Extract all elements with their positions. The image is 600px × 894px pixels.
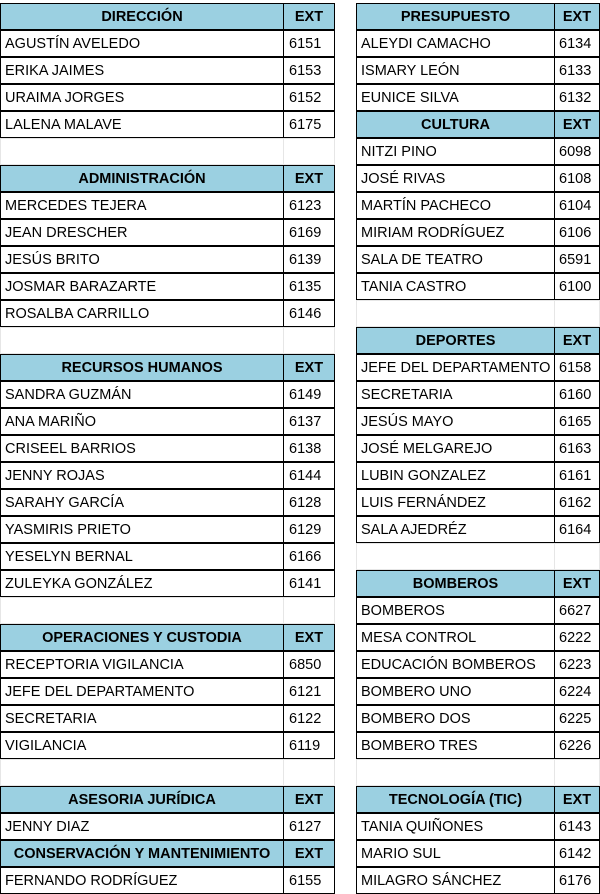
table-row — [356, 84, 600, 111]
table-row — [356, 462, 600, 489]
empty-row — [0, 327, 336, 354]
extension-number: 6222 — [554, 624, 600, 651]
contact-name: AGUSTÍN AVELEDO — [0, 30, 284, 57]
extension-number: 6161 — [554, 462, 600, 489]
contact-name: SECRETARIA — [0, 705, 284, 732]
extension-number: 6151 — [283, 30, 335, 57]
extension-number: 6591 — [554, 246, 600, 273]
extension-number: 6139 — [283, 246, 335, 273]
extension-number: 6134 — [554, 30, 600, 57]
extension-number: 6160 — [554, 381, 600, 408]
table-row — [0, 219, 336, 246]
empty-cell — [356, 759, 555, 786]
ext-column-header: EXT — [554, 786, 600, 813]
section-header — [356, 327, 600, 354]
section-header — [0, 624, 336, 651]
section-deportes — [356, 327, 600, 570]
contact-name: MESA CONTROL — [356, 624, 555, 651]
contact-name: SALA AJEDRÉZ — [356, 516, 555, 543]
empty-row — [356, 759, 600, 786]
table-row — [356, 597, 600, 624]
extension-number: 6165 — [554, 408, 600, 435]
section-header — [0, 165, 336, 192]
empty-cell — [356, 543, 555, 570]
extension-number: 6137 — [283, 408, 335, 435]
ext-column-header: EXT — [554, 3, 600, 30]
section-conservacion — [0, 840, 336, 894]
contact-name: JOSÉ RIVAS — [356, 165, 555, 192]
right-column — [356, 3, 600, 894]
empty-row — [0, 597, 336, 624]
empty-cell — [0, 138, 284, 165]
extension-number: 6146 — [283, 300, 335, 327]
contact-name: LALENA MALAVE — [0, 111, 284, 138]
contact-name: BOMBERO DOS — [356, 705, 555, 732]
table-row — [0, 381, 336, 408]
extension-number: 6155 — [283, 867, 335, 894]
contact-name: TANIA CASTRO — [356, 273, 555, 300]
section-presupuesto — [356, 3, 600, 111]
extension-number: 6176 — [554, 867, 600, 894]
section-title: DEPORTES — [356, 327, 555, 354]
table-row — [356, 30, 600, 57]
extension-number: 6152 — [283, 84, 335, 111]
table-row — [356, 489, 600, 516]
table-row — [356, 840, 600, 867]
table-row — [0, 813, 336, 840]
contact-name: ERIKA JAIMES — [0, 57, 284, 84]
section-header — [0, 354, 336, 381]
ext-column-header: EXT — [283, 786, 335, 813]
contact-name: ISMARY LEÓN — [356, 57, 555, 84]
contact-name: URAIMA JORGES — [0, 84, 284, 111]
contact-name: ANA MARIÑO — [0, 408, 284, 435]
extension-number: 6627 — [554, 597, 600, 624]
section-header — [356, 111, 600, 138]
table-row — [0, 435, 336, 462]
contact-name: YESELYN BERNAL — [0, 543, 284, 570]
extension-number: 6149 — [283, 381, 335, 408]
section-administracion — [0, 165, 336, 354]
section-bomberos — [356, 570, 600, 786]
table-row — [0, 732, 336, 759]
contact-name: JOSÉ MELGAREJO — [356, 435, 555, 462]
table-row — [0, 57, 336, 84]
empty-cell — [0, 327, 284, 354]
ext-column-header: EXT — [554, 570, 600, 597]
section-cultura — [356, 111, 600, 327]
contact-name: MARIO SUL — [356, 840, 555, 867]
contact-name: ZULEYKA GONZÁLEZ — [0, 570, 284, 597]
contact-name: BOMBEROS — [356, 597, 555, 624]
table-row — [356, 516, 600, 543]
empty-row — [356, 543, 600, 570]
contact-name: JOSMAR BARAZARTE — [0, 273, 284, 300]
table-row — [356, 219, 600, 246]
extension-number: 6122 — [283, 705, 335, 732]
table-row — [356, 192, 600, 219]
extension-number: 6158 — [554, 354, 600, 381]
table-row — [356, 165, 600, 192]
section-asesoria — [0, 786, 336, 840]
section-header — [0, 840, 336, 867]
section-title: CULTURA — [356, 111, 555, 138]
extension-number: 6166 — [283, 543, 335, 570]
extension-number: 6169 — [283, 219, 335, 246]
empty-cell — [0, 597, 284, 624]
ext-column-header: EXT — [283, 840, 335, 867]
contact-name: ALEYDI CAMACHO — [356, 30, 555, 57]
section-title: ASESORIA JURÍDICA — [0, 786, 284, 813]
empty-cell — [0, 759, 284, 786]
section-title: CONSERVACIÓN Y MANTENIMIENTO — [0, 840, 284, 867]
section-title: TECNOLOGÍA (TIC) — [356, 786, 555, 813]
contact-name: JEFE DEL DEPARTAMENTO — [0, 678, 284, 705]
contact-name: RECEPTORIA VIGILANCIA — [0, 651, 284, 678]
contact-name: JEAN DRESCHER — [0, 219, 284, 246]
section-header — [0, 3, 336, 30]
contact-name: BOMBERO UNO — [356, 678, 555, 705]
extension-number: 6224 — [554, 678, 600, 705]
empty-cell — [356, 300, 555, 327]
extension-number: 6223 — [554, 651, 600, 678]
contact-name: YASMIRIS PRIETO — [0, 516, 284, 543]
table-row — [0, 111, 336, 138]
table-row — [0, 462, 336, 489]
empty-cell — [554, 543, 600, 570]
contact-name: JENNY DIAZ — [0, 813, 284, 840]
left-column — [0, 3, 336, 894]
empty-cell — [283, 759, 335, 786]
extension-number: 6129 — [283, 516, 335, 543]
contact-name: BOMBERO TRES — [356, 732, 555, 759]
table-row — [356, 867, 600, 894]
contact-name: SECRETARIA — [356, 381, 555, 408]
contact-name: FERNANDO RODRÍGUEZ — [0, 867, 284, 894]
extension-number: 6119 — [283, 732, 335, 759]
table-row — [0, 543, 336, 570]
extension-number: 6141 — [283, 570, 335, 597]
contact-name: ROSALBA CARRILLO — [0, 300, 284, 327]
section-recursos-humanos — [0, 354, 336, 624]
contact-name: EUNICE SILVA — [356, 84, 555, 111]
extension-number: 6153 — [283, 57, 335, 84]
empty-cell — [554, 759, 600, 786]
extension-number: 6106 — [554, 219, 600, 246]
ext-column-header: EXT — [554, 111, 600, 138]
table-row — [0, 651, 336, 678]
table-row — [0, 867, 336, 894]
contact-name: JEFE DEL DEPARTAMENTO — [356, 354, 555, 381]
section-header — [0, 786, 336, 813]
table-row — [0, 300, 336, 327]
table-row — [356, 408, 600, 435]
extension-number: 6133 — [554, 57, 600, 84]
extension-number: 6164 — [554, 516, 600, 543]
contact-name: SANDRA GUZMÁN — [0, 381, 284, 408]
ext-column-header: EXT — [283, 624, 335, 651]
extension-number: 6121 — [283, 678, 335, 705]
extension-number: 6142 — [554, 840, 600, 867]
empty-cell — [283, 327, 335, 354]
table-row — [356, 678, 600, 705]
table-row — [0, 489, 336, 516]
contact-name: MARTÍN PACHECO — [356, 192, 555, 219]
section-title: ADMINISTRACIÓN — [0, 165, 284, 192]
extension-number: 6135 — [283, 273, 335, 300]
extension-number: 6225 — [554, 705, 600, 732]
table-row — [0, 273, 336, 300]
extension-number: 6104 — [554, 192, 600, 219]
contact-name: CRISEEL BARRIOS — [0, 435, 284, 462]
extension-number: 6127 — [283, 813, 335, 840]
contact-name: MILAGRO SÁNCHEZ — [356, 867, 555, 894]
contact-name: EDUCACIÓN BOMBEROS — [356, 651, 555, 678]
contact-name: JESÚS BRITO — [0, 246, 284, 273]
empty-cell — [283, 138, 335, 165]
contact-name: LUIS FERNÁNDEZ — [356, 489, 555, 516]
table-row — [356, 246, 600, 273]
empty-cell — [554, 300, 600, 327]
empty-row — [356, 300, 600, 327]
empty-row — [0, 138, 336, 165]
section-operaciones — [0, 624, 336, 786]
table-row — [0, 516, 336, 543]
table-row — [0, 84, 336, 111]
section-title: OPERACIONES Y CUSTODIA — [0, 624, 284, 651]
section-header — [356, 786, 600, 813]
extension-number: 6850 — [283, 651, 335, 678]
extension-number: 6162 — [554, 489, 600, 516]
table-row — [356, 732, 600, 759]
table-row — [0, 678, 336, 705]
table-row — [356, 57, 600, 84]
table-row — [0, 408, 336, 435]
contact-name: JENNY ROJAS — [0, 462, 284, 489]
ext-column-header: EXT — [283, 354, 335, 381]
extension-number: 6128 — [283, 489, 335, 516]
section-title: RECURSOS HUMANOS — [0, 354, 284, 381]
table-row — [0, 570, 336, 597]
extension-number: 6132 — [554, 84, 600, 111]
section-tecnologia — [356, 786, 600, 894]
table-row — [0, 192, 336, 219]
section-title: BOMBEROS — [356, 570, 555, 597]
extension-number: 6226 — [554, 732, 600, 759]
extension-number: 6138 — [283, 435, 335, 462]
contact-name: VIGILANCIA — [0, 732, 284, 759]
table-row — [356, 813, 600, 840]
empty-row — [0, 759, 336, 786]
extension-number: 6144 — [283, 462, 335, 489]
extension-number: 6108 — [554, 165, 600, 192]
table-row — [356, 435, 600, 462]
empty-cell — [283, 597, 335, 624]
extension-number: 6098 — [554, 138, 600, 165]
table-row — [356, 273, 600, 300]
table-row — [356, 705, 600, 732]
section-header — [356, 3, 600, 30]
section-direccion — [0, 3, 336, 165]
contact-name: SARAHY GARCÍA — [0, 489, 284, 516]
extension-number: 6143 — [554, 813, 600, 840]
table-row — [356, 381, 600, 408]
extension-number: 6175 — [283, 111, 335, 138]
section-header — [356, 570, 600, 597]
section-title: DIRECCIÓN — [0, 3, 284, 30]
contact-name: NITZI PINO — [356, 138, 555, 165]
contact-name: MERCEDES TEJERA — [0, 192, 284, 219]
section-title: PRESUPUESTO — [356, 3, 555, 30]
contact-name: MIRIAM RODRÍGUEZ — [356, 219, 555, 246]
table-row — [0, 246, 336, 273]
extension-number: 6163 — [554, 435, 600, 462]
contact-name: JESÚS MAYO — [356, 408, 555, 435]
ext-column-header: EXT — [554, 327, 600, 354]
table-row — [356, 138, 600, 165]
table-row — [356, 651, 600, 678]
extension-number: 6100 — [554, 273, 600, 300]
table-row — [356, 354, 600, 381]
table-row — [0, 705, 336, 732]
table-row — [0, 30, 336, 57]
contact-name: TANIA QUIÑONES — [356, 813, 555, 840]
ext-column-header: EXT — [283, 3, 335, 30]
ext-column-header: EXT — [283, 165, 335, 192]
table-row — [356, 624, 600, 651]
extension-number: 6123 — [283, 192, 335, 219]
contact-name: LUBIN GONZALEZ — [356, 462, 555, 489]
contact-name: SALA DE TEATRO — [356, 246, 555, 273]
